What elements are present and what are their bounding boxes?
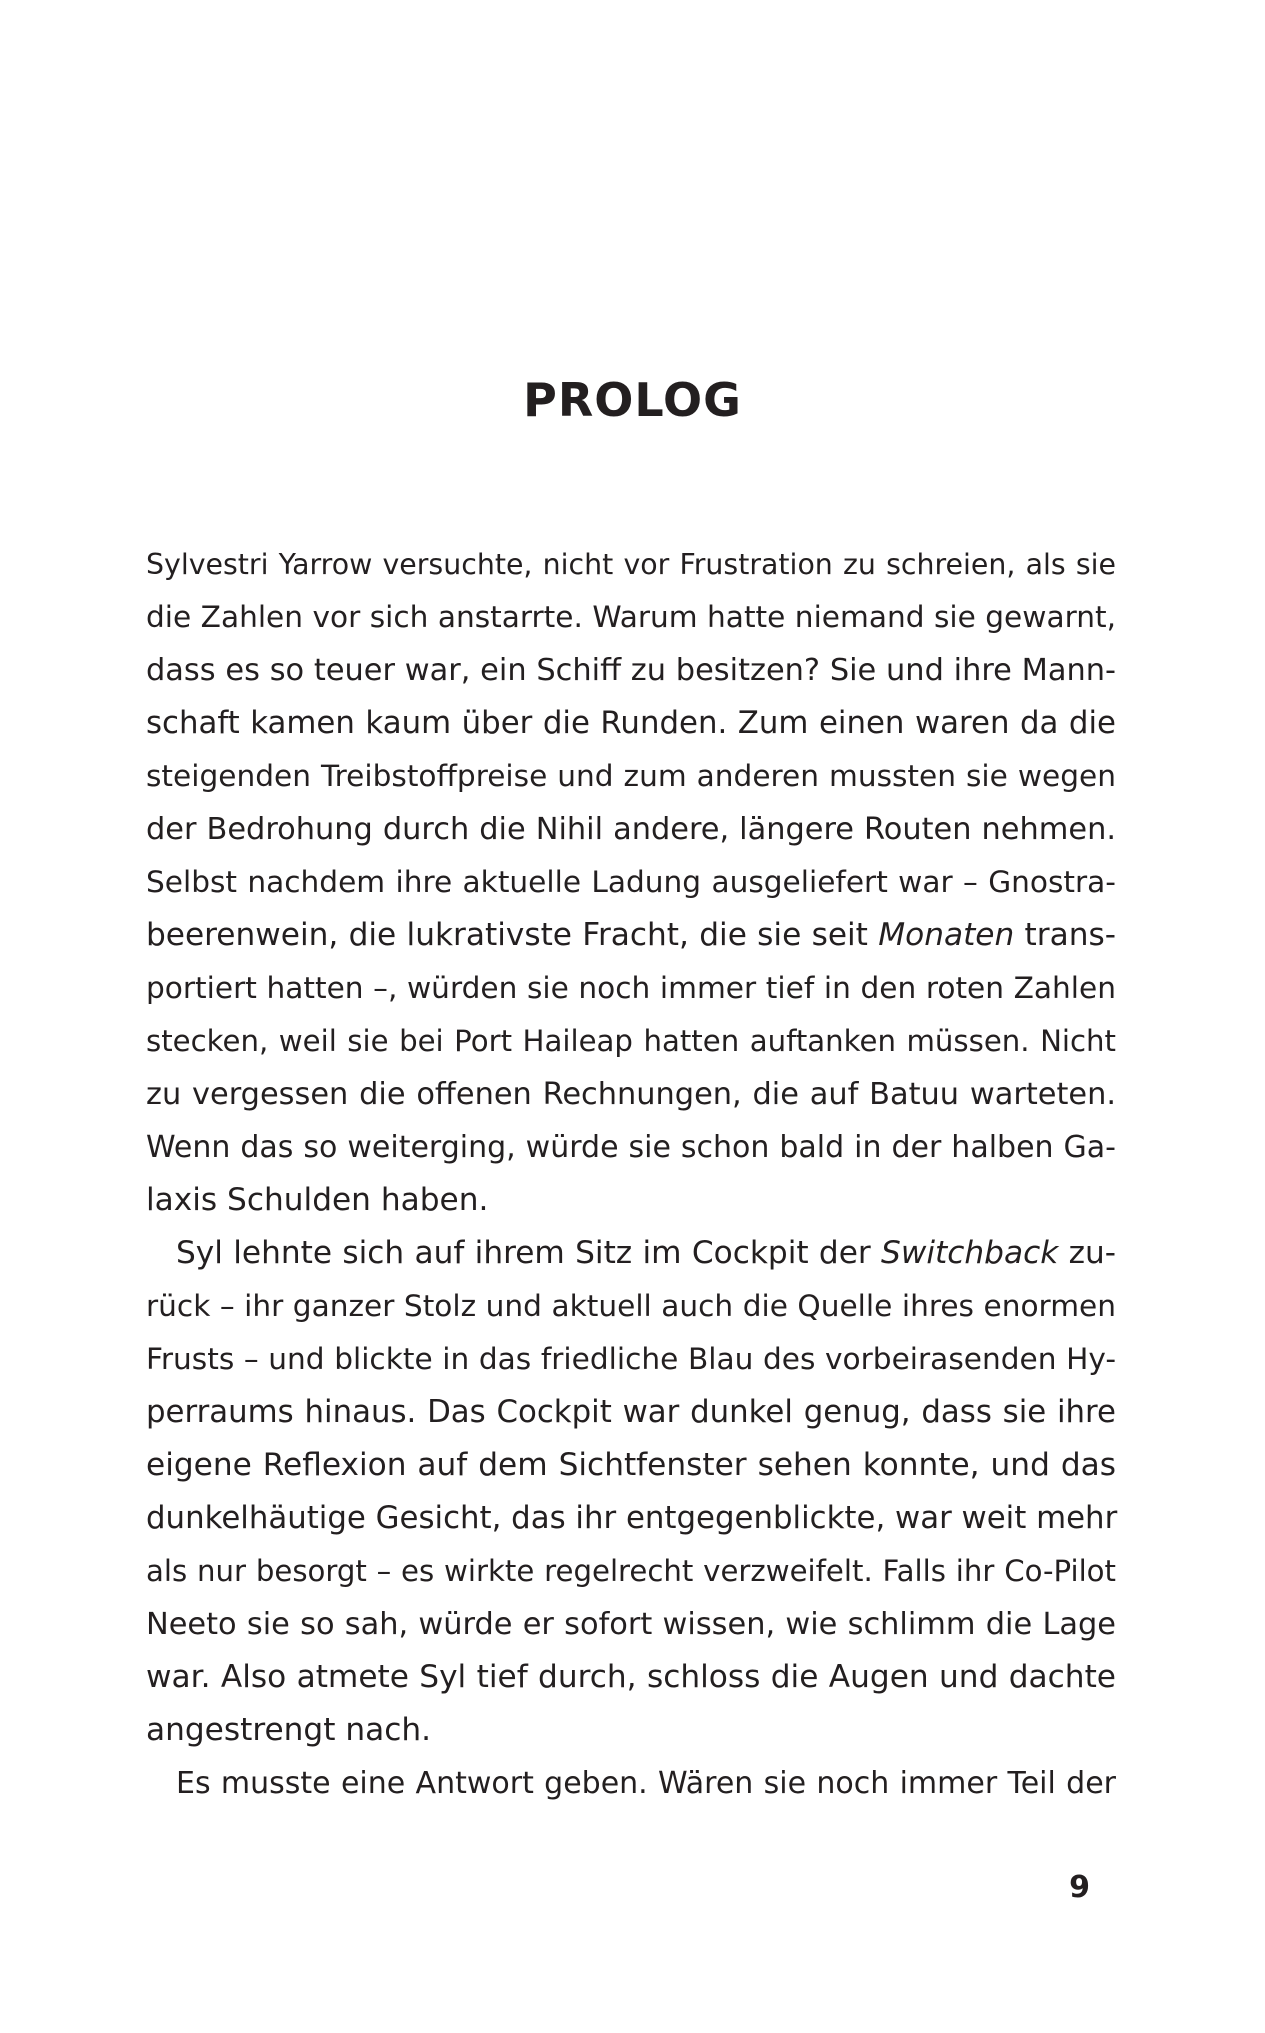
text-line: die Zahlen vor sich anstarrte. Warum hatte niemand sie gewarnt, [146, 600, 1116, 634]
text-line: Sylvestri Yarrow versuchte, nicht vor Frustration zu schreien, als sie [146, 548, 1116, 581]
text-run: zu- [1058, 1235, 1116, 1271]
text-line: perraums hinaus. Das Cockpit war dunkel genug, dass sie ihre [146, 1394, 1116, 1430]
text-line [146, 909, 1116, 962]
text-line: rück – ihr ganzer Stolz und aktuell auch die Quelle ihres enormen [146, 1289, 1116, 1323]
text-line: als nur besorgt – es wirkte regelrecht verzweifelt. Falls ihr Co-Pilot [146, 1554, 1116, 1588]
text-line: stecken, weil sie bei Port Haileap hatten auftanken müssen. Nicht [146, 1024, 1116, 1058]
chapter-title: PROLOG [523, 373, 742, 427]
text-line: schaft kamen kaum über die Runden. Zum einen waren da die [146, 705, 1116, 741]
text-line [146, 1227, 1116, 1280]
page-number: 9 [1069, 1870, 1090, 1905]
text-line: laxis Schulden haben. [146, 1182, 489, 1218]
body-text [146, 538, 1116, 1810]
text-run: Syl lehnte sich auf ihrem Sitz im Cockpit der [176, 1235, 882, 1271]
text-line: eigene Reflexion auf dem Sichtfenster sehen konnte, und das [146, 1447, 1116, 1483]
text-run: trans- [1014, 917, 1116, 953]
text-line: Neeto sie so sah, würde er sofort wissen, wie schlimm die Lage [146, 1607, 1116, 1642]
text-line: Selbst nachdem ihre aktuelle Ladung ausgeliefert war – Gnostra- [146, 865, 1116, 899]
text-line: zu vergessen die offenen Rechnungen, die auf Batuu warteten. [146, 1077, 1116, 1112]
text-run: beerenwein, die lukrativste Fracht, die sie seit [146, 917, 879, 953]
italic-word: Monaten [878, 917, 1015, 953]
text-line: portiert hatten –, würden sie noch immer tief in den roten Zahlen [146, 971, 1116, 1005]
italic-word: Switchback [881, 1235, 1059, 1271]
text-line: der Bedrohung durch die Nihil andere, längere Routen nehmen. [146, 812, 1116, 847]
text-line: dunkelhäutige Gesicht, das ihr entgegenblickte, war weit mehr [146, 1500, 1118, 1536]
text-line: Es musste eine Antwort geben. Wären sie noch immer Teil der [176, 1766, 1116, 1801]
text-line: steigenden Treibstoffpreise und zum anderen mussten sie wegen [146, 759, 1116, 793]
text-line: dass es so teuer war, ein Schiff zu besitzen? Sie und ihre Mann- [146, 653, 1116, 688]
text-line: angestrengt nach. [146, 1712, 432, 1748]
text-line: Frusts – und blickte in das friedliche Blau des vorbeirasenden Hy- [146, 1342, 1116, 1376]
text-line: war. Also atmete Syl tief durch, schloss die Augen und dachte [146, 1659, 1116, 1695]
text-line: Wenn das so weiterging, würde sie schon bald in der halben Ga- [146, 1130, 1116, 1165]
